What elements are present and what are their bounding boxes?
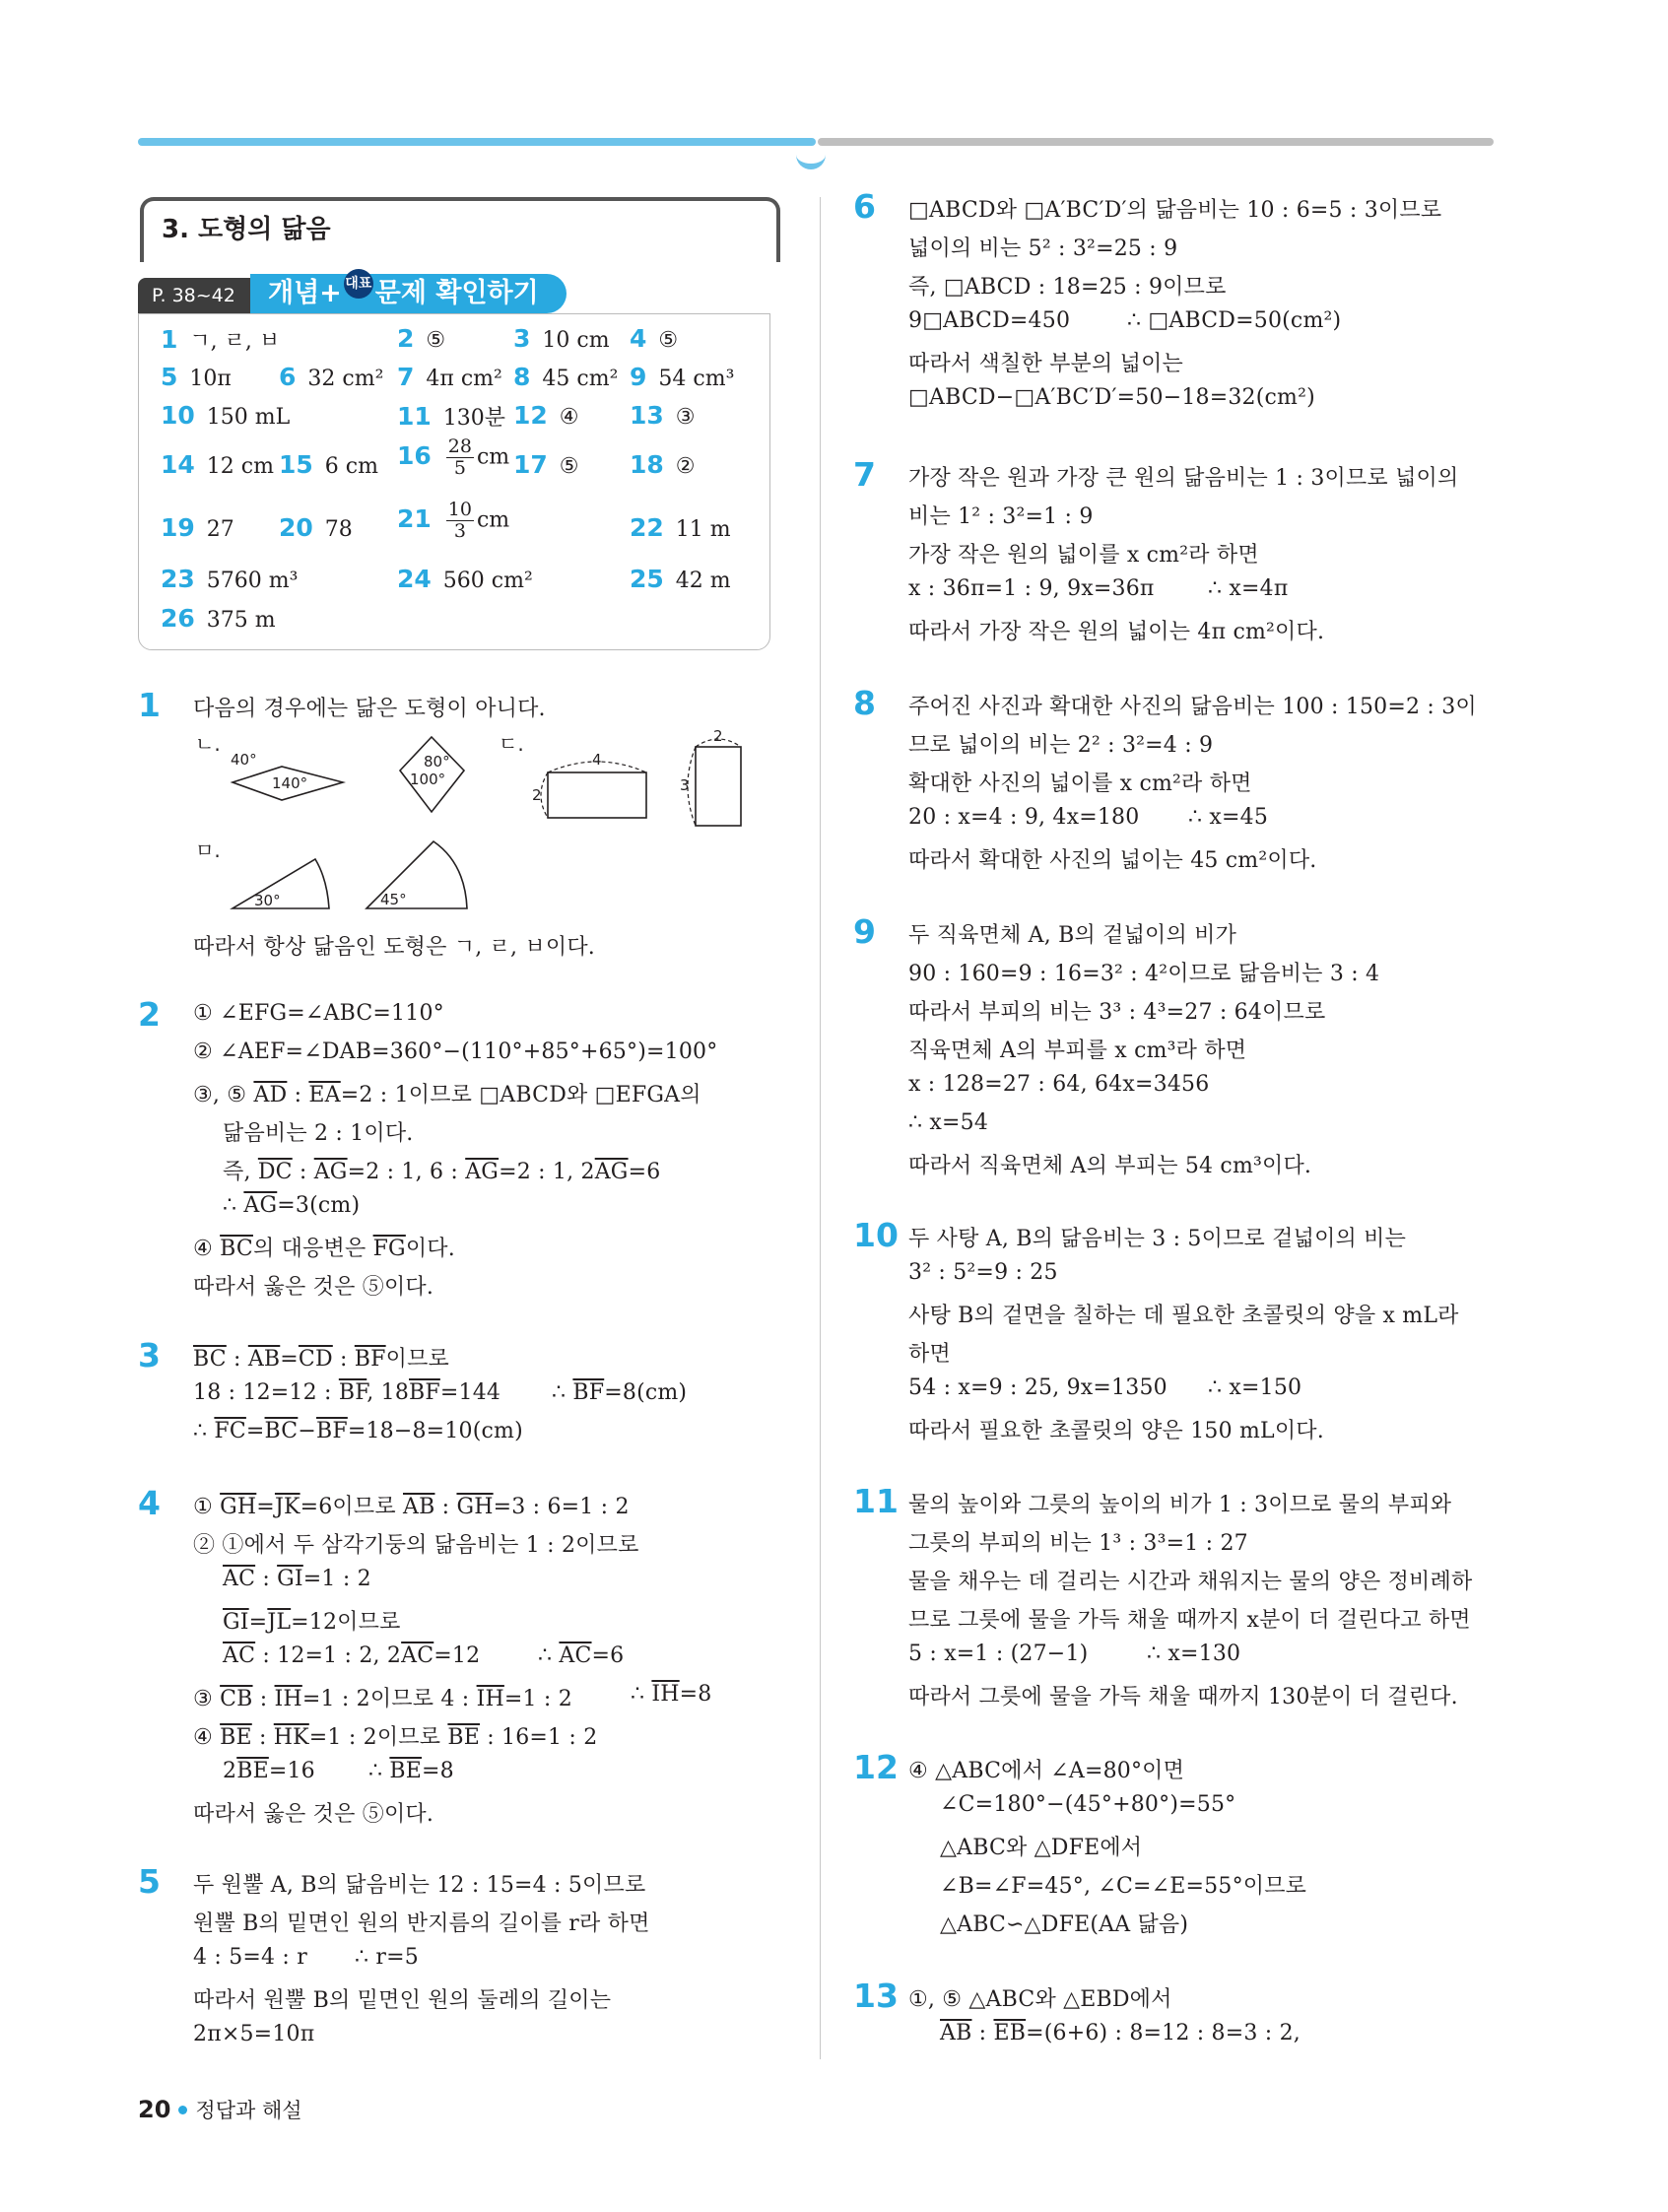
answer-item: 15 6 cm: [279, 450, 378, 479]
figure-label-d: ㄷ.: [499, 732, 524, 756]
top-rule-left: [138, 138, 816, 146]
solution-line: 가장 작은 원과 가장 큰 원의 닮음비는 1 : 3이므로 넓이의: [908, 466, 1459, 491]
angle-label: 140°: [272, 774, 308, 792]
solution-line: $2\overline{BE}=16$: [223, 1759, 315, 1783]
solution-line: ∴ $\overline{AG}=3(cm)$: [223, 1193, 361, 1218]
question-number: 4: [138, 1484, 161, 1522]
solution-line: 2π×5=10π: [193, 2022, 315, 2046]
solution-line: ∴ $\overline{BF}=8(cm)$: [552, 1380, 688, 1405]
solution-line: $\overline{GI}=\overline{JL}=12$이므로: [223, 1610, 401, 1635]
figure-label-n: ㄴ.: [195, 732, 221, 756]
solution-line: ④ $\overline{BC}$의 대응변은 $\overline{FG}$이다.: [193, 1237, 455, 1261]
answer-item: 6 32 cm²: [279, 363, 384, 391]
footer-dot-icon: [178, 2106, 187, 2114]
solution-line: 확대한 사진의 넓이를 x cm²라 하면: [908, 771, 1252, 796]
answer-item: 12 ④: [513, 401, 579, 430]
solution-line: $\overline{AC}$ : $\overline{GI}=1$ : 2: [223, 1567, 371, 1591]
solution-line: ①, ⑤ △ABC와 △EBD에서: [908, 1987, 1172, 2012]
side-label: 2: [532, 786, 542, 804]
solution-line: 원뿔 B의 밑면인 원의 반지름의 길이를 r라 하면: [193, 1911, 650, 1936]
solution-line: 따라서 가장 작은 원의 넓이는 4π cm²이다.: [908, 620, 1325, 644]
solution-line: 9□ABCD=450: [908, 308, 1071, 333]
solution-line: 가장 작은 원의 넓이를 x cm²라 하면: [908, 543, 1259, 568]
top-rule-right: [818, 138, 1494, 146]
solution-line: ∴ r=5: [355, 1945, 419, 1970]
side-label: 3: [680, 776, 690, 794]
solution-line: ④ $\overline{BE}$ : $\overline{HK}=1$ : 2이므로 $\overline{BE}$ : 16=1 : 2: [193, 1725, 598, 1750]
solution-line: 즉, $\overline{DC}$ : $\overline{AG}=2$ : 1, 6 : $\overline{AG}=2$ : 1, $2\overline{AG}=6$: [223, 1160, 661, 1184]
question-number: 3: [138, 1336, 161, 1374]
solution-line: ∴ $\overline{AC}=6$: [538, 1643, 625, 1668]
answer-item: 14 12 cm: [161, 450, 274, 479]
solution-line: 사탕 B의 겉면을 칠하는 데 필요한 초콜릿의 양을 x mL라: [908, 1304, 1459, 1328]
solution-line: △ABC∽△DFE(AA 닮음): [940, 1912, 1189, 1937]
solution-line: 3² : 5²=9 : 25: [908, 1260, 1058, 1285]
angle-label: 100°: [410, 771, 446, 788]
solution-line: ② ∠AEF=∠DAB=360°−(110°+85°+65°)=100°: [193, 1039, 718, 1064]
question-number: 8: [853, 684, 876, 722]
solution-line: ② ①에서 두 삼각기둥의 닮음비는 1 : 2이므로: [193, 1533, 639, 1558]
solution-line: 다음의 경우에는 닮은 도형이 아니다.: [193, 697, 546, 721]
solution-line: ∴ x=130: [1147, 1642, 1241, 1666]
solution-line: △ABC와 △DFE에서: [940, 1836, 1143, 1860]
answer-item: 16 $\frac{28}{5}$ cm: [397, 436, 510, 479]
answer-item: 17 ⑤: [513, 450, 579, 479]
solution-line: 20 : x=4 : 9, 4x=180: [908, 805, 1140, 830]
solution-line: ∠C=180°−(45°+80°)=55°: [940, 1792, 1236, 1817]
solution-line: 따라서 옳은 것은 ⑤이다.: [193, 1275, 434, 1300]
concept-label-2: 문제 확인하기: [374, 278, 539, 308]
solution-line: ∴ x=54: [908, 1110, 989, 1135]
solution-line: 물을 채우는 데 걸리는 시간과 채워지는 물의 양은 정비례하: [908, 1570, 1473, 1594]
question-number: 10: [853, 1216, 899, 1254]
solution-line: 따라서 원뿔 B의 밑면인 원의 둘레의 길이는: [193, 1988, 612, 2013]
answer-item: 10 150 mL: [161, 401, 291, 430]
solution-line: x : 36π=1 : 9, 9x=36π: [908, 576, 1155, 601]
solution-line: 닮음비는 2 : 1이다.: [223, 1121, 414, 1146]
question-number: 1: [138, 686, 161, 724]
answer-item: 25 42 m: [630, 565, 731, 593]
solution-line: 따라서 항상 닮음인 도형은 ㄱ, ㄹ, ㅂ이다.: [193, 935, 595, 960]
solution-line: 주어진 사진과 확대한 사진의 닮음비는 100 : 150=2 : 3이: [908, 695, 1477, 719]
angle-label: 80°: [424, 753, 450, 771]
question-number: 7: [853, 455, 876, 494]
side-label: 2: [713, 727, 723, 745]
solution-line: 직육면체 A의 부피를 x cm³라 하면: [908, 1039, 1247, 1063]
fraction: $\frac{28}{5}$: [447, 436, 472, 479]
answer-item: 24 560 cm²: [397, 565, 533, 593]
solution-line: 즉, □ABCD : 18=25 : 9이므로: [908, 275, 1227, 300]
solution-line: 두 원뿔 A, B의 닮음비는 12 : 15=4 : 5이므로: [193, 1873, 646, 1898]
solution-line: $\overline{AC}$ : 12=1 : 2, $2\overline{AC}=12$: [223, 1643, 481, 1668]
solution-line: ④ △ABC에서 ∠A=80°이면: [908, 1759, 1185, 1783]
angle-label: 45°: [380, 891, 407, 908]
page-number: 20: [138, 2096, 171, 2123]
similarity-figures: [193, 725, 765, 926]
solution-line: 그릇의 부피의 비는 1³ : 3³=1 : 27: [908, 1531, 1248, 1556]
top-rule-notch: [796, 140, 826, 169]
solution-line: 90 : 160=9 : 16=3² : 4²이므로 닮음비는 3 : 4: [908, 962, 1380, 986]
answer-item: 22 11 m: [630, 513, 731, 542]
solution-line: 따라서 옳은 것은 ⑤이다.: [193, 1802, 434, 1827]
solution-line: ∴ $\overline{BE}=8$: [368, 1759, 454, 1783]
answer-item: 18 ②: [630, 450, 696, 479]
answer-item: 8 45 cm²: [513, 363, 619, 391]
answer-item: 23 5760 m³: [161, 565, 299, 593]
solution-line: ∠B=∠F=45°, ∠C=∠E=55°이므로: [940, 1874, 1307, 1899]
solution-line: 므로 넓이의 비는 2² : 3²=4 : 9: [908, 733, 1214, 758]
question-number: 2: [138, 995, 161, 1034]
solution-line: ① $\overline{GH}=\overline{JK}=6$이므로 $\overline{AB}$ : $\overline{GH}=3$ : 6=1 : 2: [193, 1495, 630, 1519]
angle-label: 40°: [231, 751, 257, 769]
answer-item: 21 $\frac{10}{3}$ cm: [397, 499, 510, 542]
rectangle-figure: [548, 772, 646, 818]
fraction: $\frac{10}{3}$: [447, 499, 472, 542]
footer-label: 정답과 해설: [195, 2099, 302, 2122]
sector-figure: [233, 859, 329, 908]
rectangle-figure: [696, 747, 741, 826]
page-footer: [138, 2095, 302, 2124]
answer-item: 4 ⑤: [630, 324, 679, 353]
solution-line: 따라서 확대한 사진의 넓이는 45 cm²이다.: [908, 848, 1317, 873]
solution-line: ∴ □ABCD=50(cm²): [1127, 308, 1342, 333]
solution-line: 4 : 5=4 : r: [193, 1945, 307, 1970]
solution-line: 54 : x=9 : 25, 9x=1350: [908, 1375, 1168, 1400]
answer-item: 3 10 cm: [513, 324, 610, 353]
answer-item: 7 4π cm²: [397, 363, 502, 391]
figure-label-m: ㅁ.: [195, 838, 221, 862]
solution-line: 두 사탕 A, B의 닮음비는 3 : 5이므로 겉넓이의 비는: [908, 1227, 1407, 1251]
concept-banner: [250, 274, 567, 313]
answer-item: 13 ③: [630, 401, 696, 430]
answer-item: 5 10π: [161, 363, 232, 391]
solution-line: 따라서 색칠한 부분의 넓이는: [908, 352, 1184, 376]
solution-line: 따라서 직육면체 A의 부피는 54 cm³이다.: [908, 1154, 1312, 1178]
page-range-tag: P. 38~42: [138, 278, 266, 313]
solution-line: □ABCD와 □A′BC′D′의 닮음비는 10 : 6=5 : 3이므로: [908, 198, 1442, 223]
solution-line: ① ∠EFG=∠ABC=110°: [193, 1001, 444, 1026]
solution-line: x : 128=27 : 64, 64x=3456: [908, 1072, 1210, 1097]
answer-item: 20 78: [279, 513, 353, 542]
solution-line: 따라서 그릇에 물을 가득 채울 때까지 130분이 더 걸린다.: [908, 1685, 1458, 1709]
answer-summary-box: [138, 313, 770, 650]
concept-badge: 대표: [344, 269, 373, 299]
column-divider: [820, 197, 821, 2059]
question-number: 6: [853, 187, 876, 226]
solution-line: □ABCD−□A′BC′D′=50−18=32(cm²): [908, 385, 1315, 410]
solution-line: ∴ $\overline{FC}=\overline{BC}-\overline{BF}=18-8=10(cm)$: [193, 1419, 523, 1443]
solution-line: 물의 높이와 그릇의 높이의 비가 1 : 3이므로 물의 부피와: [908, 1493, 1452, 1517]
solution-line: $\overline{BC}$ : $\overline{AB}=\overline{CD}$ : $\overline{BF}$이므로: [193, 1347, 449, 1372]
answer-item: 26 375 m: [161, 604, 276, 633]
solution-line: $\overline{AB}$ : $\overline{EB}=(6+6)$ : 8=12 : 8=3 : 2,: [940, 2021, 1301, 2045]
solution-line: 비는 1² : 3²=1 : 9: [908, 504, 1094, 529]
solution-line: 5 : x=1 : (27−1): [908, 1642, 1089, 1666]
question-number: 12: [853, 1748, 899, 1786]
solution-line: ∴ $\overline{IH}=8$: [631, 1682, 712, 1707]
solution-line: 두 직육면체 A, B의 겉넓이의 비가: [908, 923, 1237, 948]
side-label: 4: [592, 751, 602, 769]
solution-line: 므로 그릇에 물을 가득 채울 때까지 x분이 더 걸린다고 하면: [908, 1608, 1471, 1633]
solution-line: 하면: [908, 1342, 951, 1367]
solution-line: ∴ x=150: [1208, 1375, 1302, 1400]
answer-item: 11 130분: [397, 402, 506, 431]
question-number: 11: [853, 1482, 899, 1520]
angle-label: 30°: [254, 892, 281, 909]
solution-line: 따라서 필요한 초콜릿의 양은 150 mL이다.: [908, 1419, 1324, 1443]
answer-item: 9 54 cm³: [630, 363, 735, 391]
solution-line: 18 : 12=12 : $\overline{BF}$, $18\overline{BF}=144$: [193, 1380, 501, 1405]
solution-line: ③ $\overline{CB}$ : $\overline{IH}=1$ : 2이므로 4 : $\overline{IH}=1$ : 2: [193, 1687, 572, 1711]
answer-item: 19 27: [161, 513, 234, 542]
solution-line: ∴ x=45: [1188, 805, 1269, 830]
question-number: 13: [853, 1977, 899, 2015]
answer-item: 2 ⑤: [397, 324, 446, 353]
concept-label-1: 개념+: [268, 278, 342, 308]
solution-line: 넓이의 비는 5² : 3²=25 : 9: [908, 236, 1178, 261]
answer-item: 1 ㄱ, ㄹ, ㅂ: [161, 325, 281, 354]
solution-line: ∴ x=4π: [1208, 576, 1289, 601]
solution-line: 따라서 부피의 비는 3³ : 4³=27 : 64이므로: [908, 1000, 1326, 1025]
section-title: 3. 도형의 닮음: [162, 215, 331, 244]
solution-line: ③, ⑤ $\overline{AD}$ : $\overline{EA}=2$ : 1이므로 □ABCD와 □EFGA의: [193, 1083, 701, 1107]
question-number: 5: [138, 1862, 161, 1901]
question-number: 9: [853, 912, 876, 951]
